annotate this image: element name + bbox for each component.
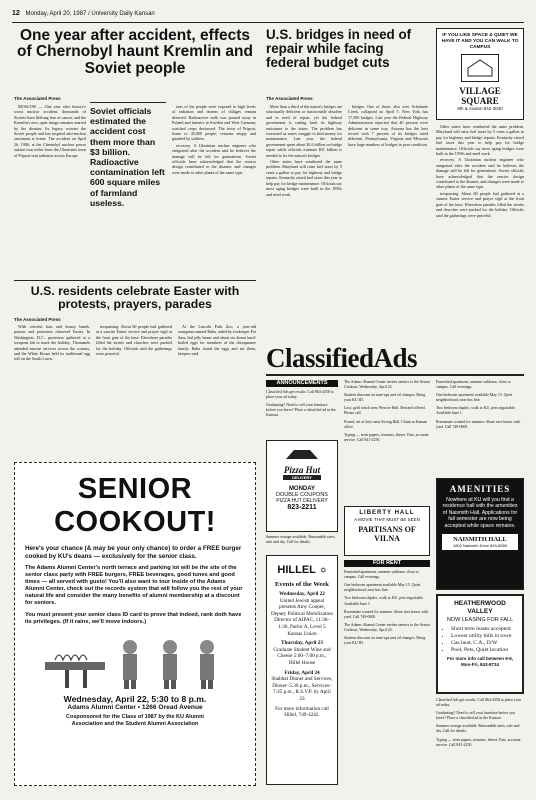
list-item: • Gas heat, C.A., D/W — [451, 640, 518, 647]
village-name: VILLAGE SQUARE — [459, 86, 501, 107]
pizza-line-1: MONDAY — [288, 486, 316, 492]
easter-col-3: At the Lincoln Park Zoo, a year-old orangutan named Baba, aided by zookeeper Pat Sass, hid jelly beans and about six dozen hard-boiled eggs for members of the chimpanzee family. Baba found the eggs and ate them, keepers said. — [178, 324, 256, 357]
cookout-illustration — [35, 632, 235, 690]
pullquote-text: Soviet officials estimated the accident cost them more than $3 billion. Radioactive contamination left 600 square miles of farmland useless. — [90, 106, 165, 208]
bridges-col-1: More than a third of the nation's bridges are structurally deficient or functionally obsolete and in need of repair, yet the federal government is cutting back its highway assistance to the states. The problem has worsened as states struggle to find money for maintenance. Last year, the federal government spent about $1.6 billion on bridge repair while officials estimate $51 billion is needed to fix the nation's bridges. Other states have weathered the same problem. Maryland will raise fuel taxes by 5 cents a gallon to pay for highway and bridge repairs. Kentucky raised fuel taxes this year to help pay for bridge maintenance. Officials say most aging bridges were built in the 1950s and need work. — [266, 104, 342, 197]
list-item: • Pool, Pets, Quiet location — [451, 647, 518, 654]
easter-col-2: trespassing. About 60 people had gathered at a sunrise Easter service and prayer vigil at the front gate of the base. Elsewhere parades filled the streets and churches were packed for the holiday. Officials said the gatherings were peaceful. — [96, 324, 172, 357]
hillel-event-2: Graduate Student Wine and Cheese 5:00–7:00 p.m., Hillel House — [273, 646, 331, 666]
cookout-body: The Adams Alumni Center's north terrace and parking lot will be the site of the senior class party with FREE burgers, FREE beverages, good tunes and good times — all served with gusto! You'll also want to tour inside of the Adams Alumni Center, check out the records system that will follow you the rest of your natural life and consider the many benefits of alumni membership at a discount for seniors. — [25, 565, 243, 607]
divider — [14, 280, 256, 281]
naismith-address: 1800 Naismith Drive 843-8559 — [452, 543, 508, 549]
heatherwood-name: HEATHERWOOD VALLEY — [454, 600, 506, 615]
heatherwood-list — [442, 626, 518, 654]
right-column-text: Other states have weathered the same problem. Maryland will raise fuel taxes by 5 cents a gallon to pay for highway and bridge repairs. Kentucky raised fuel taxes this year to help pay for bridge maintenance. Officials say most aging bridges were built in the 1950s and need work. recovery. A Ukrainian nuclear engineer who emigrated after the accident said he believes the damage will be felt for generations. Soviet officials have acknowledged that the reactor design contributed to the disaster, and changes were made to other plants of the same type. trespassing. About 60 people had gathered at a sunrise Easter service and prayer vigil at the front gate of the base. Elsewhere parades filled the streets and churches were packed for the holiday. Officials said the gatherings were peaceful. — [436, 124, 524, 218]
naismith-logo — [442, 534, 518, 550]
hillel-event-1-date: Wednesday, April 22 — [279, 591, 325, 597]
hillel-event-3: Shabbat Dinner and Services, Dinner–5:30 p.m., Services–7:45 p.m., R.S.V.P. by April 23 — [271, 676, 333, 702]
heatherwood-ad — [436, 594, 524, 694]
liberty-film: PARTISANS OF VILNA — [358, 525, 416, 543]
heatherwood-cta: For more info call between 9-6, Mon-Fri, 843-8734 — [446, 656, 513, 667]
liberty-tagline: A MOVIE THAT MUST BE SEEN — [354, 517, 420, 522]
classifieds-col-a2: Summer storage available. Reasonable rates, safe and dry. Call for details. — [266, 535, 336, 545]
hillel-event-1: United Jewish appeal presents Amy Cooper, Deputy Political Mobilization Director of AIPAC, 11:30–1:30, Parlor A, Level 5 Kansas Union — [271, 597, 333, 637]
hillel-info: For more information call Hillel, 749-4242. — [275, 705, 329, 719]
chernobyl-col-1: MOSCOW — One year after history's worst nuclear accident, thousands of Soviets have lifelong fear of cancer, and the Kremlin's new open image remains marred by the disaster. Its legacy worries the Soviet people and has inspired anti-nuclear sentiment at home. The accident on April 26, 1986, at the Chernobyl nuclear power station four miles from the Ukrainian town of Pripyat sent radiation across Europe. — [14, 104, 86, 158]
classifieds-col-a: ANNOUNCEMENTS Classified Ads get results. Call 864-4358 to place your ad today. Graduating? Need to sell your furniture before you leave? Place a classified ad in the Kansan. — [266, 380, 338, 440]
pizza-sub: DELIVERY — [283, 475, 321, 480]
list-item: • Lowest utility bills in town — [451, 633, 518, 640]
cookout-intro: Here's your chance (& may be your only chance) to order a FREE burger cooked by KU's deans — exclusively for the senior class. — [25, 545, 242, 560]
bridges-col-2: bridges. One of those, also over Schoharie Creek, collapsed on April 5. New York has 17,500 bridges. Last year the Federal Highway Administration reported that 40 percent were deficient in some way. Arizona has the best record with 7 percent of its bridges rated deficient. Pennsylvania, Virginia and Missouri have large numbers of bridges in poor condition. — [348, 104, 428, 147]
pizza-hut-ad — [266, 440, 338, 532]
classifieds-col-c: Furnished apartment, summer sublease, close to campus. Call evenings. One bedroom apartment available May 15. Quiet neighborhood, near bus line. Two bedroom duplex, walk to KU, pets negotiable. Available June 1. Roommate wanted for summer. Share nice house with yard. Call 749-0000. — [436, 380, 521, 429]
easter-byline: The Associated Press — [14, 317, 61, 322]
easter-col-1: With colorful hats and brassy bands, pastors and protesters observed Easter. In Washington, D.C., protesters gathered at a weapons lab to mark the holiday. Thousands attended sunrise services across the country, and the White House held its traditional egg roll on the South Lawn. — [14, 324, 90, 362]
chernobyl-pullquote — [90, 102, 166, 278]
pizza-phone: 823-2211 — [287, 504, 317, 511]
naismith-name: NAISMITH HALL — [453, 536, 507, 544]
hillel-subtitle: Events of the Week — [275, 581, 329, 588]
classifieds-col-b: The Adams Alumni Center invites seniors to the Senior Cookout, Wednesday, April 22. Student discount on tune-ups and oil changes. Bring your KU ID. Lost: gold watch near Wescoe Hall. Reward offered. Please call. Found: set of keys near Strong Hall. Claim at Kansan office. Typing — term papers, resumes, theses. Fast, accurate service. Call 841-2250. — [344, 380, 430, 442]
cookout-place: Adams Alumni Center • 1266 Oread Avenue — [67, 704, 203, 712]
page-folio — [12, 10, 524, 23]
star-icon: ✡ — [319, 566, 327, 575]
pizza-line-2: DOUBLE COUPONS — [276, 492, 328, 498]
easter-headline: U.S. residents celebrate Easter with protests, prayers, parades — [30, 284, 240, 311]
cookout-date: Wednesday, April 22, 5:30 to 8 p.m. — [63, 694, 207, 705]
village-address: 9th & Avalon 842-3040 — [457, 106, 503, 112]
chernobyl-headline: One year after accident, effects of Chernobyl haunt Kremlin and Soviet people — [17, 27, 253, 77]
pizza-hut-logo — [283, 447, 321, 480]
for-rent-header: FOR RENT — [344, 560, 430, 567]
announcements-header: ANNOUNCEMENTS — [266, 380, 338, 387]
naismith-ad — [436, 478, 524, 590]
page-number: 12 — [12, 10, 20, 17]
hillel-title: HILLEL — [277, 564, 316, 576]
classifieds-rule — [266, 374, 524, 376]
classifieds-title: ClassifiedAds — [266, 343, 418, 373]
cookout-note: You must present your senior class ID card to prove that indeed, rank doth have its privileges. (If it rains, we'll move indoors.) — [25, 612, 242, 626]
heatherwood-sub: NOW LEASING FOR FALL — [446, 617, 514, 623]
classifieds-col-c2: Classified Ads get results. Call 864-4358 to place your ad today. Graduating? Need to sell your furniture before you leave? Place a classified ad in the Kansan. Summer storage available. Reasonable rates, safe and dry. Call for details. Typing — term papers, resumes, theses. Fast, accurate service. Call 841-2250. — [436, 698, 522, 747]
hillel-event-3-date: Friday, April 24 — [284, 669, 320, 676]
pizza-line-3: PIZZA HUT DELIVERY — [276, 498, 328, 504]
village-tagline: IF YOU LIKE SPACE & QUIET WE HAVE IT AND YOU CAN WALK TO CAMPUS — [441, 33, 519, 50]
liberty-hall-ad — [344, 506, 430, 556]
cookout-title: SENIOR COOKOUT! — [54, 473, 216, 538]
senior-cookout-ad — [14, 462, 256, 786]
naismith-title: AMENITIES — [449, 484, 511, 494]
chernobyl-col-3: tons of the people were exposed to high levels of radiation and dozens of villages remain deserted. Radioactive milk was poured away in Poland and farmers in Sweden and West Germany watched crops destroyed. The town of Pripyat, home to 45,000 people, remains empty and guarded by soldiers. recovery. A Ukrainian nuclear engineer who emigrated after the accident said he believes the damage will be felt for generations. Soviet officials have acknowledged that the reactor design contributed to the disaster, and changes were made to other plants of the same type. — [172, 104, 256, 175]
list-item: • Short term leases accepted — [451, 626, 518, 633]
hillel-event-2-date: Thursday, April 23 — [281, 640, 323, 647]
house-icon — [466, 58, 494, 78]
pizza-brand: Pizza Hut — [283, 465, 321, 475]
folio-line: Monday, April 20, 1987 / University Daily Kansan — [25, 11, 155, 17]
liberty-name: LIBERTY HALL — [359, 510, 415, 516]
naismith-body: Nowhere at KU will you find a residence hall with the amenities of Naismith Hall. Applications for fall semester are now being accepted while space remains. — [442, 497, 518, 529]
hillel-ad — [266, 555, 338, 785]
cookout-drawing — [35, 632, 235, 690]
village-badge — [461, 54, 499, 82]
chernobyl-byline: The Associated Press — [14, 96, 61, 101]
bridges-byline: The Associated Press — [266, 96, 313, 101]
classifieds-col-b2: FOR RENT Furnished apartment, summer sublease, close to campus. Call evenings. One bedroom apartment available May 15. Quiet neighborhood, near bus line. Two bedroom duplex, walk to KU, pets negotiable. Available June 1. Roommate wanted for summer. Share nice house with yard. Call 749-0000. The Adams Alumni Center invites seniors to the Senior Cookout, Wednesday, April 22. Student discount on tune-ups and oil changes. Bring your KU ID. — [344, 560, 430, 646]
bridges-headline: U.S. bridges in need of repair while facing federal budget cuts — [266, 27, 412, 71]
village-square-ad — [436, 28, 524, 120]
roof-icon — [284, 448, 320, 460]
cookout-sponsor: Cosponsored for the Class of 1987 by the KU Alumni Association and the Student Alumni Association — [66, 714, 204, 727]
